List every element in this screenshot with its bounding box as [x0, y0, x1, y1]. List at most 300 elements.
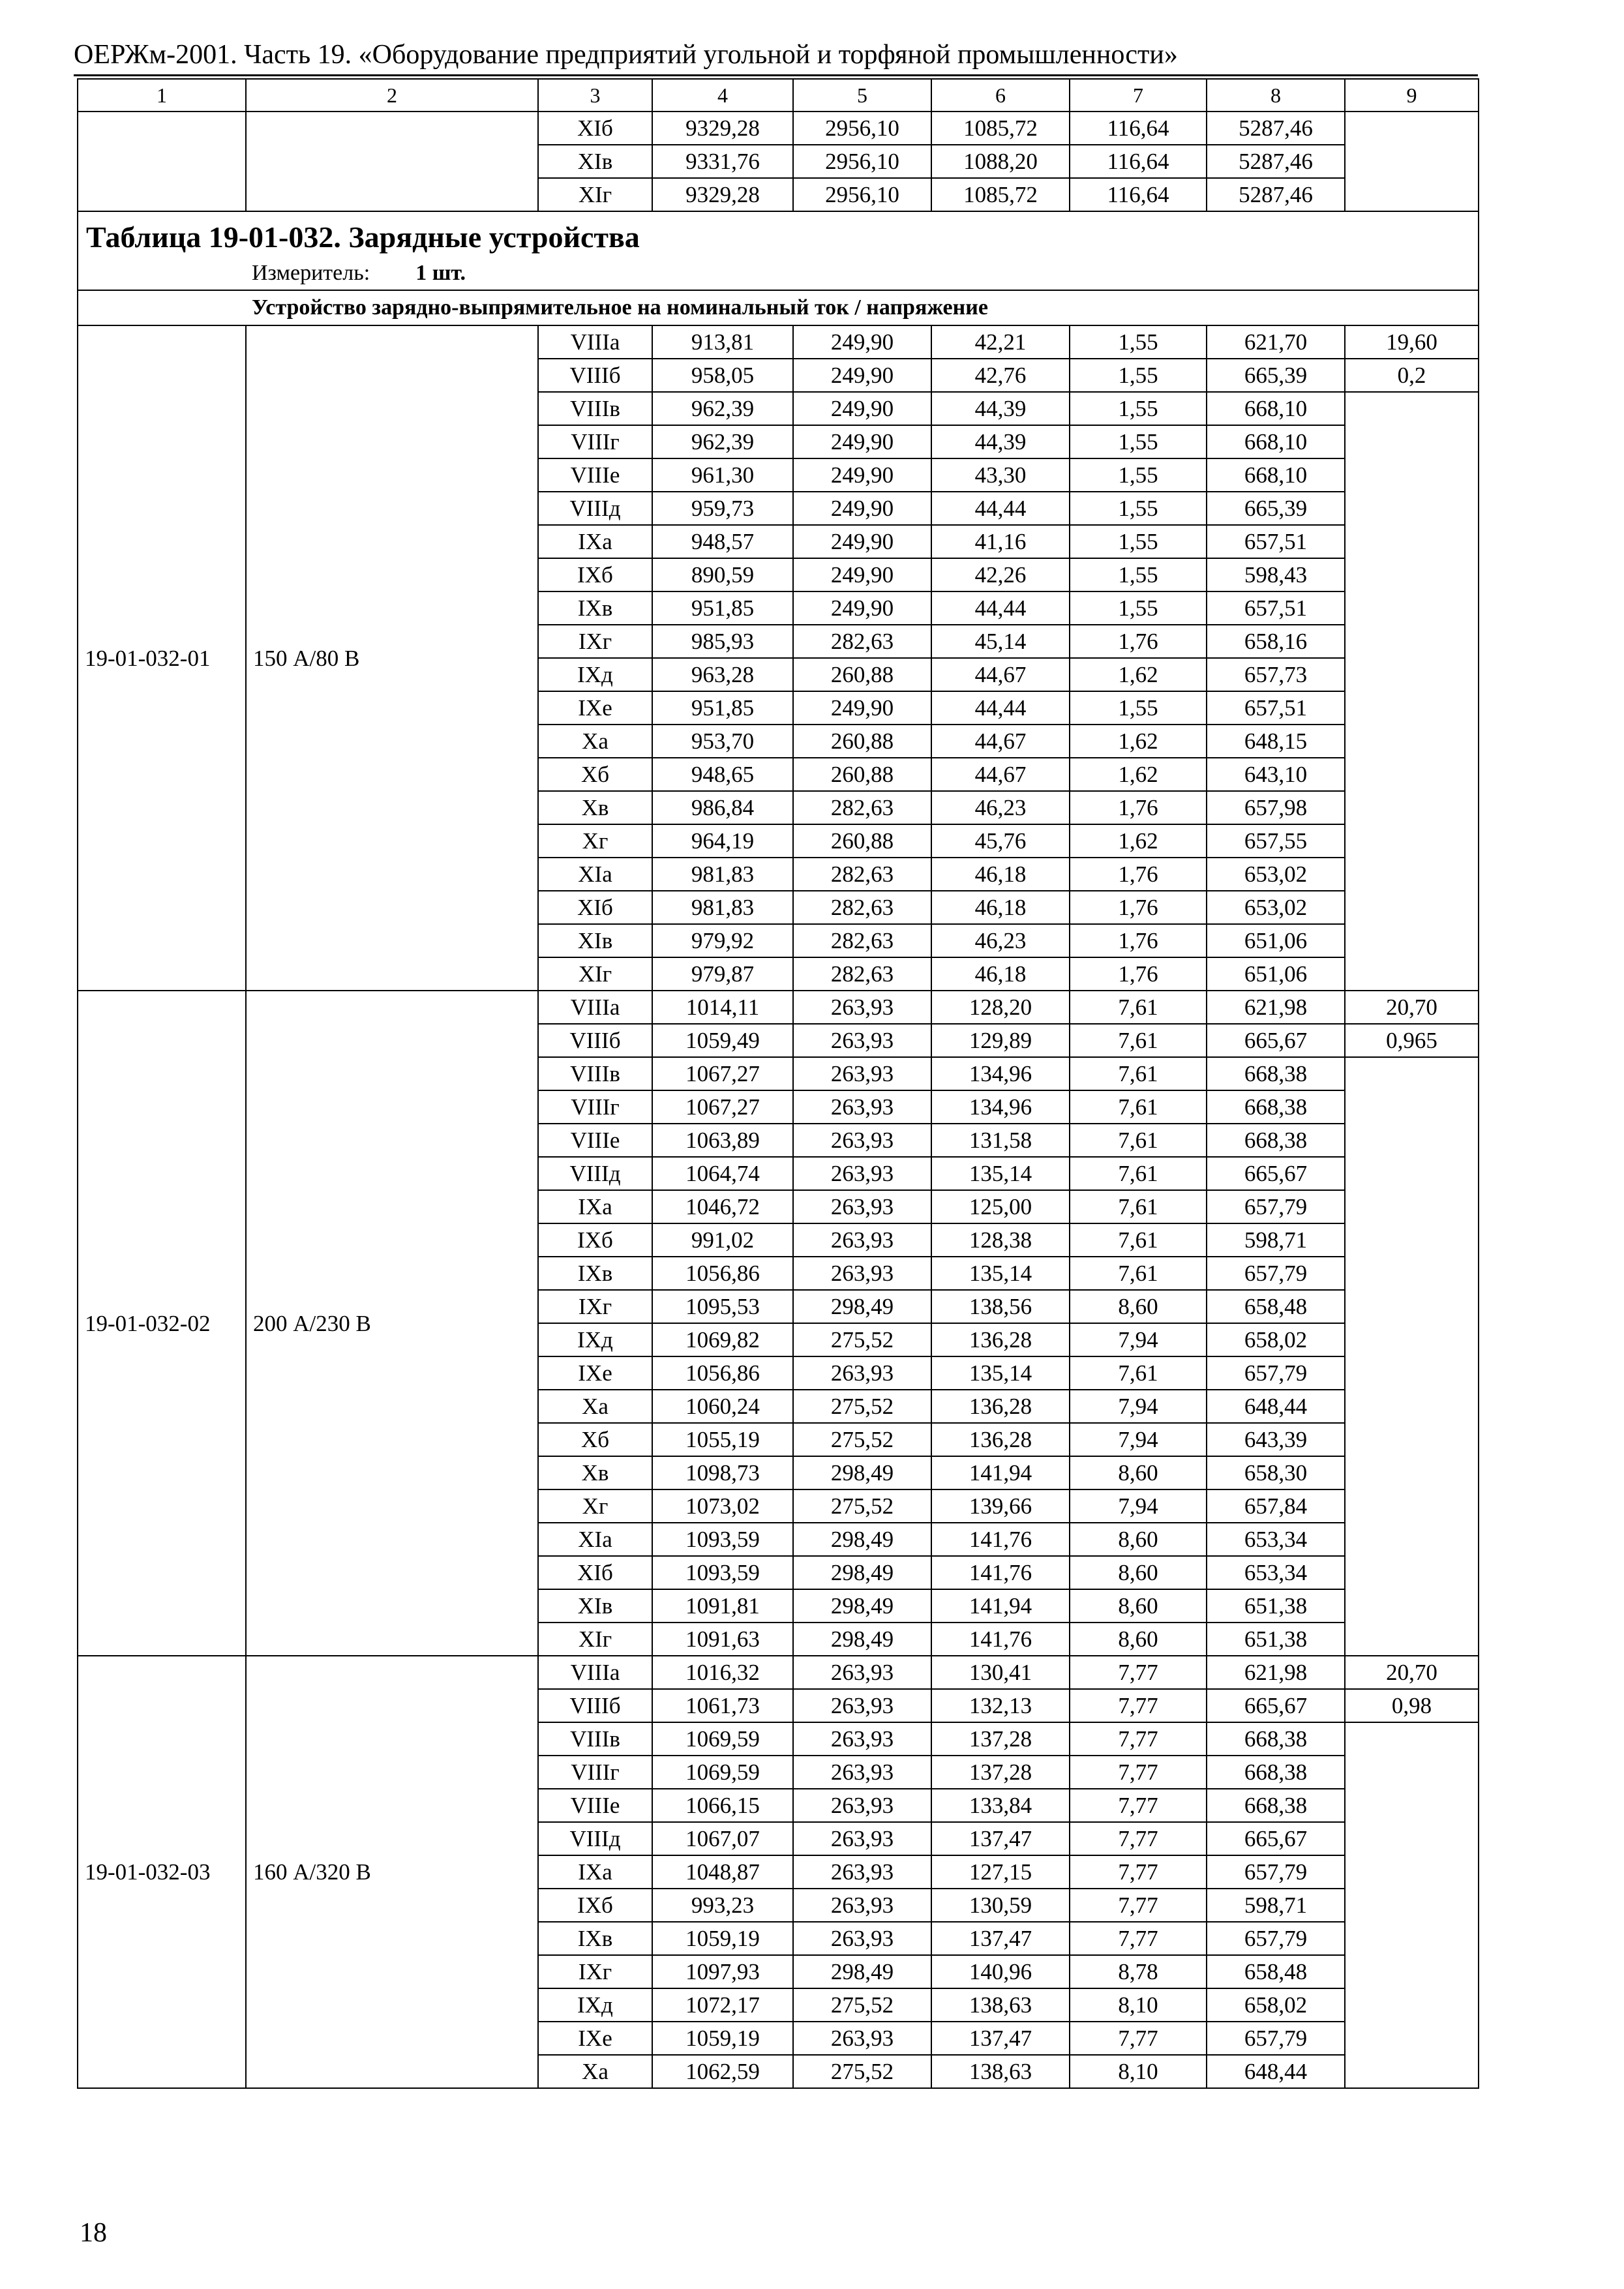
materials-cost-cell: 598,71 [1207, 1889, 1345, 1922]
zone-cell: Xа [538, 1390, 652, 1423]
materials-cost-cell: 621,98 [1207, 991, 1345, 1024]
materials-cost-cell: 658,30 [1207, 1456, 1345, 1489]
zone-cell: XIг [538, 178, 652, 211]
machine-labor-cell: 8,60 [1070, 1456, 1207, 1489]
materials-cost-cell: 653,02 [1207, 858, 1345, 891]
machine-labor-cell: 7,61 [1070, 991, 1207, 1024]
labor-cost-cell: 260,88 [793, 725, 931, 758]
zone-cell: Xа [538, 2055, 652, 2088]
materials-cost-cell: 643,10 [1207, 758, 1345, 791]
machine-labor-cell: 7,61 [1070, 1257, 1207, 1290]
total-cost-cell: 1069,59 [652, 1756, 793, 1789]
labor-cost-cell: 249,90 [793, 359, 931, 392]
machine-cost-cell: 141,76 [931, 1523, 1070, 1556]
labor-cost-cell: 275,52 [793, 1489, 931, 1523]
labor-cost-cell: 263,93 [793, 1257, 931, 1290]
total-cost-cell: 890,59 [652, 558, 793, 591]
zone-cell: VIIIд [538, 492, 652, 525]
labor-cost-cell: 263,93 [793, 1756, 931, 1789]
header-rule [74, 74, 1478, 76]
zone-cell: IXа [538, 525, 652, 558]
labor-cost-cell: 275,52 [793, 2055, 931, 2088]
labor-cost-cell: 263,93 [793, 1855, 931, 1889]
machine-cost-cell: 46,18 [931, 858, 1070, 891]
materials-cost-cell: 668,38 [1207, 1124, 1345, 1157]
labor-cost-cell: 298,49 [793, 1955, 931, 1988]
machine-cost-cell: 137,47 [931, 1822, 1070, 1855]
zone-cell: Xг [538, 1489, 652, 1523]
materials-cost-cell: 651,06 [1207, 924, 1345, 957]
zone-cell: IXб [538, 1889, 652, 1922]
labor-cost-cell: 263,93 [793, 1057, 931, 1090]
total-cost-cell: 986,84 [652, 791, 793, 824]
col9-cell: 0,2 [1345, 359, 1479, 392]
labor-cost-cell: 282,63 [793, 957, 931, 991]
zone-cell: VIIIв [538, 1057, 652, 1090]
labor-cost-cell: 282,63 [793, 924, 931, 957]
machine-labor-cell: 8,60 [1070, 1523, 1207, 1556]
machine-cost-cell: 42,26 [931, 558, 1070, 591]
labor-cost-cell: 249,90 [793, 558, 931, 591]
description-cell: 150 А/80 В [246, 325, 538, 991]
materials-cost-cell: 657,79 [1207, 1257, 1345, 1290]
total-cost-cell: 993,23 [652, 1889, 793, 1922]
materials-cost-cell: 668,38 [1207, 1090, 1345, 1124]
materials-cost-cell: 621,98 [1207, 1656, 1345, 1689]
total-cost-cell: 961,30 [652, 458, 793, 492]
machine-cost-cell: 128,38 [931, 1223, 1070, 1257]
machine-labor-cell: 1,62 [1070, 658, 1207, 691]
total-cost-cell: 1059,19 [652, 1922, 793, 1955]
machine-labor-cell: 7,77 [1070, 1889, 1207, 1922]
total-cost-cell: 9329,28 [652, 178, 793, 211]
total-cost-cell: 1059,49 [652, 1024, 793, 1057]
total-cost-cell: 964,19 [652, 824, 793, 858]
machine-cost-cell: 44,67 [931, 758, 1070, 791]
machine-cost-cell: 44,67 [931, 725, 1070, 758]
total-cost-cell: 1062,59 [652, 2055, 793, 2088]
zone-cell: VIIIа [538, 325, 652, 359]
machine-labor-cell: 8,60 [1070, 1556, 1207, 1589]
materials-cost-cell: 657,79 [1207, 1922, 1345, 1955]
column-number-1: 1 [78, 79, 246, 112]
machine-cost-cell: 141,94 [931, 1456, 1070, 1489]
column-number-6: 6 [931, 79, 1070, 112]
zone-cell: IXе [538, 1356, 652, 1390]
machine-labor-cell: 1,76 [1070, 858, 1207, 891]
machine-cost-cell: 138,56 [931, 1290, 1070, 1323]
labor-cost-cell: 298,49 [793, 1523, 931, 1556]
machine-cost-cell: 1085,72 [931, 112, 1070, 145]
zone-cell: VIIIв [538, 1722, 652, 1756]
zone-cell: VIIIг [538, 1756, 652, 1789]
machine-labor-cell: 8,60 [1070, 1623, 1207, 1656]
zone-cell: XIа [538, 1523, 652, 1556]
machine-cost-cell: 44,44 [931, 591, 1070, 625]
machine-cost-cell: 44,39 [931, 425, 1070, 458]
zone-cell: Xб [538, 758, 652, 791]
total-cost-cell: 1093,59 [652, 1556, 793, 1589]
materials-cost-cell: 657,51 [1207, 525, 1345, 558]
col9-cell: 20,70 [1345, 1656, 1479, 1689]
materials-cost-cell: 658,02 [1207, 1323, 1345, 1356]
labor-cost-cell: 263,93 [793, 1889, 931, 1922]
column-number-9: 9 [1345, 79, 1479, 112]
labor-cost-cell: 2956,10 [793, 178, 931, 211]
zone-cell: IXг [538, 1955, 652, 1988]
machine-labor-cell: 1,55 [1070, 425, 1207, 458]
machine-cost-cell: 46,23 [931, 924, 1070, 957]
labor-cost-cell: 260,88 [793, 658, 931, 691]
zone-cell: XIв [538, 1589, 652, 1623]
machine-labor-cell: 8,78 [1070, 1955, 1207, 1988]
machine-cost-cell: 1088,20 [931, 145, 1070, 178]
materials-cost-cell: 665,67 [1207, 1024, 1345, 1057]
labor-cost-cell: 263,93 [793, 1689, 931, 1722]
machine-labor-cell: 7,94 [1070, 1390, 1207, 1423]
materials-cost-cell: 657,51 [1207, 591, 1345, 625]
total-cost-cell: 1060,24 [652, 1390, 793, 1423]
machine-cost-cell: 134,96 [931, 1090, 1070, 1124]
machine-labor-cell: 8,60 [1070, 1589, 1207, 1623]
zone-cell: IXд [538, 1988, 652, 2022]
machine-cost-cell: 45,76 [931, 824, 1070, 858]
materials-cost-cell: 5287,46 [1207, 112, 1345, 145]
machine-cost-cell: 128,20 [931, 991, 1070, 1024]
labor-cost-cell: 249,90 [793, 691, 931, 725]
total-cost-cell: 1073,02 [652, 1489, 793, 1523]
machine-cost-cell: 44,67 [931, 658, 1070, 691]
table-row [78, 325, 1479, 359]
total-cost-cell: 1069,59 [652, 1722, 793, 1756]
col9-cell: 0,98 [1345, 1689, 1479, 1722]
zone-cell: VIIIе [538, 1789, 652, 1822]
machine-cost-cell: 130,59 [931, 1889, 1070, 1922]
total-cost-cell: 981,83 [652, 858, 793, 891]
machine-labor-cell: 7,94 [1070, 1423, 1207, 1456]
labor-cost-cell: 298,49 [793, 1623, 931, 1656]
zone-cell: IXг [538, 625, 652, 658]
machine-cost-cell: 136,28 [931, 1423, 1070, 1456]
total-cost-cell: 1059,19 [652, 2022, 793, 2055]
labor-cost-cell: 263,93 [793, 1090, 931, 1124]
labor-cost-cell: 263,93 [793, 1656, 931, 1689]
machine-labor-cell: 7,61 [1070, 1190, 1207, 1223]
zone-cell: XIа [538, 858, 652, 891]
zone-cell: XIг [538, 957, 652, 991]
materials-cost-cell: 658,02 [1207, 1988, 1345, 2022]
labor-cost-cell: 263,93 [793, 1922, 931, 1955]
materials-cost-cell: 651,06 [1207, 957, 1345, 991]
total-cost-cell: 1056,86 [652, 1257, 793, 1290]
labor-cost-cell: 260,88 [793, 824, 931, 858]
machine-cost-cell: 140,96 [931, 1955, 1070, 1988]
labor-cost-cell: 263,93 [793, 1822, 931, 1855]
materials-cost-cell: 668,10 [1207, 392, 1345, 425]
machine-cost-cell: 137,47 [931, 1922, 1070, 1955]
machine-labor-cell: 7,77 [1070, 1855, 1207, 1889]
machine-cost-cell: 137,28 [931, 1722, 1070, 1756]
machine-labor-cell: 7,61 [1070, 1223, 1207, 1257]
machine-labor-cell: 1,55 [1070, 392, 1207, 425]
col9-cell: 19,60 [1345, 325, 1479, 359]
materials-cost-cell: 665,67 [1207, 1157, 1345, 1190]
machine-cost-cell: 44,44 [931, 492, 1070, 525]
machine-labor-cell: 7,77 [1070, 1756, 1207, 1789]
total-cost-cell: 962,39 [652, 425, 793, 458]
labor-cost-cell: 249,90 [793, 458, 931, 492]
machine-labor-cell: 8,10 [1070, 1988, 1207, 2022]
materials-cost-cell: 657,79 [1207, 1855, 1345, 1889]
total-cost-cell: 1055,19 [652, 1423, 793, 1456]
materials-cost-cell: 653,34 [1207, 1556, 1345, 1589]
machine-cost-cell: 139,66 [931, 1489, 1070, 1523]
machine-cost-cell: 141,94 [931, 1589, 1070, 1623]
section-title-row [78, 290, 1479, 325]
total-cost-cell: 1048,87 [652, 1855, 793, 1889]
machine-cost-cell: 46,18 [931, 957, 1070, 991]
labor-cost-cell: 249,90 [793, 325, 931, 359]
labor-cost-cell: 275,52 [793, 1323, 931, 1356]
materials-cost-cell: 658,48 [1207, 1955, 1345, 1988]
zone-cell: IXв [538, 1257, 652, 1290]
zone-cell: Xв [538, 791, 652, 824]
materials-cost-cell: 651,38 [1207, 1623, 1345, 1656]
total-cost-cell: 963,28 [652, 658, 793, 691]
zone-cell: IXб [538, 558, 652, 591]
machine-labor-cell: 7,77 [1070, 1922, 1207, 1955]
total-cost-cell: 1064,74 [652, 1157, 793, 1190]
total-cost-cell: 979,92 [652, 924, 793, 957]
table-row [78, 1656, 1479, 1689]
materials-cost-cell: 621,70 [1207, 325, 1345, 359]
price-table [77, 78, 1479, 2089]
machine-labor-cell: 116,64 [1070, 145, 1207, 178]
unit-value: 1 шт. [415, 261, 466, 285]
zone-cell: IXа [538, 1855, 652, 1889]
total-cost-cell: 9329,28 [652, 112, 793, 145]
materials-cost-cell: 665,67 [1207, 1689, 1345, 1722]
zone-cell: Xб [538, 1423, 652, 1456]
machine-labor-cell: 7,77 [1070, 2022, 1207, 2055]
col9-cell [1345, 1057, 1479, 1656]
zone-cell: IXг [538, 1290, 652, 1323]
labor-cost-cell: 282,63 [793, 791, 931, 824]
total-cost-cell: 1067,27 [652, 1057, 793, 1090]
column-number-row [78, 79, 1479, 112]
total-cost-cell: 1098,73 [652, 1456, 793, 1489]
machine-labor-cell: 1,76 [1070, 891, 1207, 924]
column-number-4: 4 [652, 79, 793, 112]
total-cost-cell: 948,65 [652, 758, 793, 791]
total-cost-cell: 1016,32 [652, 1656, 793, 1689]
labor-cost-cell: 260,88 [793, 758, 931, 791]
machine-labor-cell: 1,62 [1070, 725, 1207, 758]
machine-cost-cell: 141,76 [931, 1556, 1070, 1589]
materials-cost-cell: 668,38 [1207, 1057, 1345, 1090]
materials-cost-cell: 657,79 [1207, 1356, 1345, 1390]
machine-cost-cell: 46,18 [931, 891, 1070, 924]
labor-cost-cell: 263,93 [793, 2022, 931, 2055]
machine-cost-cell: 133,84 [931, 1789, 1070, 1822]
total-cost-cell: 9331,76 [652, 145, 793, 178]
labor-cost-cell: 249,90 [793, 392, 931, 425]
materials-cost-cell: 657,98 [1207, 791, 1345, 824]
machine-cost-cell: 134,96 [931, 1057, 1070, 1090]
zone-cell: VIIIб [538, 1024, 652, 1057]
machine-labor-cell: 7,77 [1070, 1822, 1207, 1855]
materials-cost-cell: 668,38 [1207, 1756, 1345, 1789]
machine-labor-cell: 7,61 [1070, 1157, 1207, 1190]
labor-cost-cell: 298,49 [793, 1456, 931, 1489]
materials-cost-cell: 665,67 [1207, 1822, 1345, 1855]
labor-cost-cell: 2956,10 [793, 145, 931, 178]
machine-labor-cell: 7,94 [1070, 1489, 1207, 1523]
machine-labor-cell: 1,55 [1070, 591, 1207, 625]
machine-cost-cell: 135,14 [931, 1157, 1070, 1190]
column-number-7: 7 [1070, 79, 1207, 112]
machine-labor-cell: 7,61 [1070, 1024, 1207, 1057]
materials-cost-cell: 657,73 [1207, 658, 1345, 691]
materials-cost-cell: 648,44 [1207, 1390, 1345, 1423]
zone-cell: Xв [538, 1456, 652, 1489]
labor-cost-cell: 249,90 [793, 525, 931, 558]
machine-labor-cell: 7,94 [1070, 1323, 1207, 1356]
machine-labor-cell: 1,55 [1070, 492, 1207, 525]
total-cost-cell: 1069,82 [652, 1323, 793, 1356]
machine-cost-cell: 135,14 [931, 1257, 1070, 1290]
total-cost-cell: 979,87 [652, 957, 793, 991]
total-cost-cell: 1095,53 [652, 1290, 793, 1323]
materials-cost-cell: 658,16 [1207, 625, 1345, 658]
zone-cell: VIIIа [538, 991, 652, 1024]
machine-labor-cell: 7,77 [1070, 1722, 1207, 1756]
machine-cost-cell: 44,39 [931, 392, 1070, 425]
machine-labor-cell: 1,62 [1070, 758, 1207, 791]
total-cost-cell: 1091,63 [652, 1623, 793, 1656]
machine-cost-cell: 136,28 [931, 1323, 1070, 1356]
machine-labor-cell: 116,64 [1070, 112, 1207, 145]
code-cell [78, 112, 246, 211]
machine-cost-cell: 127,15 [931, 1855, 1070, 1889]
total-cost-cell: 1093,59 [652, 1523, 793, 1556]
labor-cost-cell: 263,93 [793, 1356, 931, 1390]
materials-cost-cell: 653,34 [1207, 1523, 1345, 1556]
table-row [78, 112, 1479, 145]
materials-cost-cell: 657,55 [1207, 824, 1345, 858]
col9-cell [1345, 1722, 1479, 2088]
table-caption-row [78, 211, 1479, 290]
labor-cost-cell: 263,93 [793, 1124, 931, 1157]
machine-labor-cell: 1,55 [1070, 359, 1207, 392]
zone-cell: VIIIд [538, 1822, 652, 1855]
zone-cell: XIб [538, 891, 652, 924]
materials-cost-cell: 665,39 [1207, 492, 1345, 525]
zone-cell: IXд [538, 658, 652, 691]
code-cell: 19-01-032-03 [78, 1656, 246, 2088]
total-cost-cell: 981,83 [652, 891, 793, 924]
machine-labor-cell: 7,77 [1070, 1789, 1207, 1822]
labor-cost-cell: 263,93 [793, 1157, 931, 1190]
zone-cell: IXе [538, 691, 652, 725]
machine-cost-cell: 45,14 [931, 625, 1070, 658]
labor-cost-cell: 249,90 [793, 425, 931, 458]
col9-cell [1345, 392, 1479, 991]
labor-cost-cell: 263,93 [793, 1789, 931, 1822]
total-cost-cell: 1056,86 [652, 1356, 793, 1390]
labor-cost-cell: 298,49 [793, 1290, 931, 1323]
labor-cost-cell: 275,52 [793, 1390, 931, 1423]
materials-cost-cell: 658,48 [1207, 1290, 1345, 1323]
machine-labor-cell: 1,76 [1070, 957, 1207, 991]
table-row [78, 991, 1479, 1024]
labor-cost-cell: 249,90 [793, 492, 931, 525]
total-cost-cell: 962,39 [652, 392, 793, 425]
zone-cell: VIIIб [538, 359, 652, 392]
total-cost-cell: 1063,89 [652, 1124, 793, 1157]
labor-cost-cell: 2956,10 [793, 112, 931, 145]
zone-cell: VIIIг [538, 425, 652, 458]
machine-labor-cell: 1,76 [1070, 625, 1207, 658]
materials-cost-cell: 668,38 [1207, 1789, 1345, 1822]
machine-cost-cell: 136,28 [931, 1390, 1070, 1423]
materials-cost-cell: 668,10 [1207, 458, 1345, 492]
machine-cost-cell: 41,16 [931, 525, 1070, 558]
zone-cell: XIб [538, 112, 652, 145]
total-cost-cell: 1067,07 [652, 1822, 793, 1855]
zone-cell: VIIIд [538, 1157, 652, 1190]
machine-labor-cell: 7,61 [1070, 1124, 1207, 1157]
machine-labor-cell: 1,55 [1070, 558, 1207, 591]
column-number-5: 5 [793, 79, 931, 112]
total-cost-cell: 948,57 [652, 525, 793, 558]
zone-cell: VIIIа [538, 1656, 652, 1689]
zone-cell: IXе [538, 2022, 652, 2055]
materials-cost-cell: 648,15 [1207, 725, 1345, 758]
machine-cost-cell: 42,21 [931, 325, 1070, 359]
machine-labor-cell: 1,62 [1070, 824, 1207, 858]
unit-line [78, 259, 1478, 288]
materials-cost-cell: 598,43 [1207, 558, 1345, 591]
labor-cost-cell: 275,52 [793, 1423, 931, 1456]
machine-cost-cell: 1085,72 [931, 178, 1070, 211]
zone-cell: XIв [538, 145, 652, 178]
machine-cost-cell: 44,44 [931, 691, 1070, 725]
total-cost-cell: 1046,72 [652, 1190, 793, 1223]
labor-cost-cell: 298,49 [793, 1589, 931, 1623]
materials-cost-cell: 5287,46 [1207, 178, 1345, 211]
machine-labor-cell: 116,64 [1070, 178, 1207, 211]
materials-cost-cell: 657,84 [1207, 1489, 1345, 1523]
materials-cost-cell: 651,38 [1207, 1589, 1345, 1623]
section-title: Устройство зарядно-выпрямительное на номинальный ток / напряжение [78, 290, 1479, 325]
description-cell: 160 А/320 В [246, 1656, 538, 2088]
machine-labor-cell: 7,61 [1070, 1090, 1207, 1124]
machine-cost-cell: 125,00 [931, 1190, 1070, 1223]
zone-cell: IXа [538, 1190, 652, 1223]
machine-labor-cell: 7,77 [1070, 1656, 1207, 1689]
total-cost-cell: 913,81 [652, 325, 793, 359]
labor-cost-cell: 282,63 [793, 891, 931, 924]
description-cell [246, 112, 538, 211]
machine-labor-cell: 1,55 [1070, 525, 1207, 558]
zone-cell: XIб [538, 1556, 652, 1589]
col9-cell [1345, 112, 1479, 211]
machine-labor-cell: 7,61 [1070, 1057, 1207, 1090]
col9-cell: 20,70 [1345, 991, 1479, 1024]
zone-cell: IXв [538, 1922, 652, 1955]
zone-cell: IXб [538, 1223, 652, 1257]
